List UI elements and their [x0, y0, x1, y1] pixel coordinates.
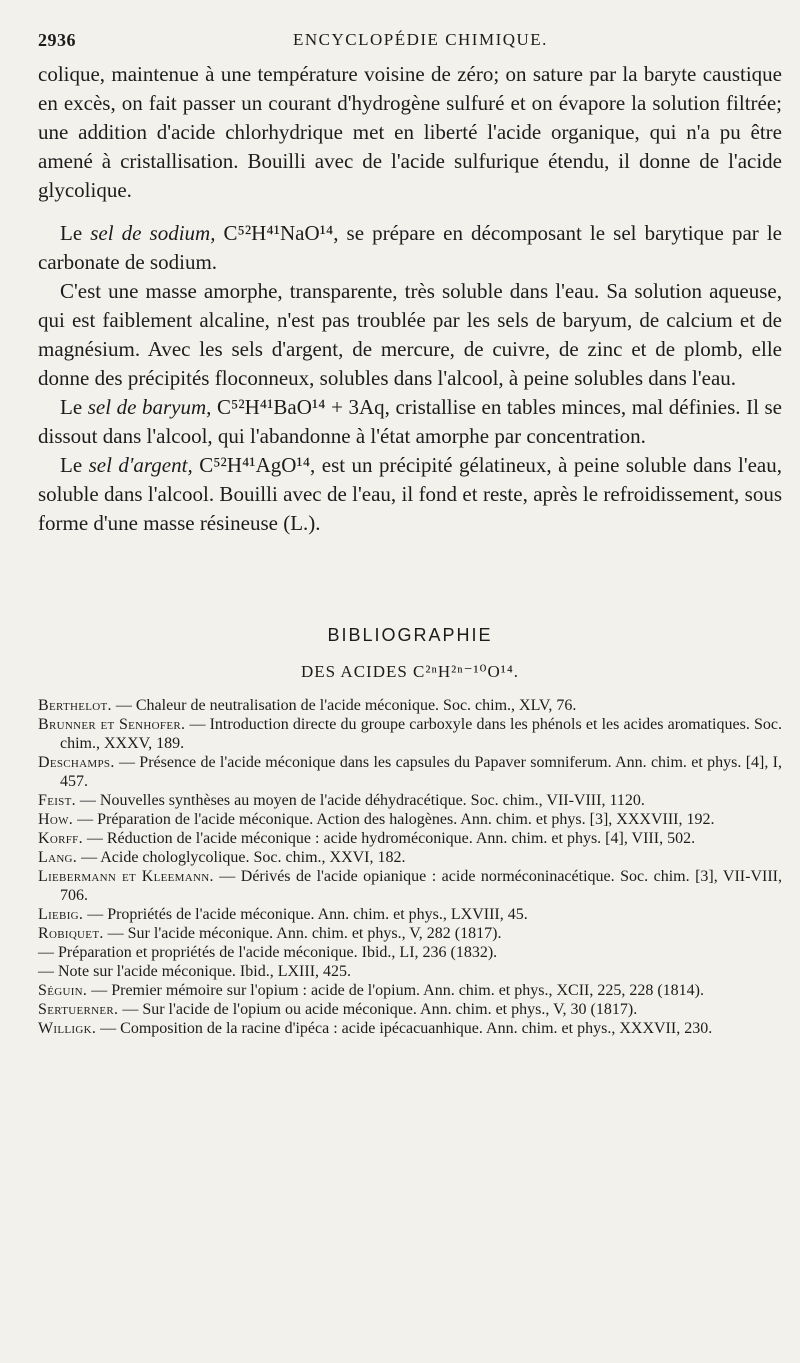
bibliography-title: BIBLIOGRAPHIE	[327, 625, 493, 645]
reference-entry: Berthelot. — Chaleur de neutralisation de l'acide méconique. Soc. chim., XLV, 76.	[38, 697, 577, 714]
paragraph: Le sel de baryum, C⁵²H⁴¹BaO¹⁴ + 3Aq, cristallise en tables minces, mal définies. Il se dissout dans l'alcool, qui l'abandonne à l'état amorphe par concentration.	[38, 395, 782, 448]
running-title: ENCYCLOPÉDIE CHIMIQUE.	[293, 30, 548, 49]
page-number: 2936	[38, 30, 76, 50]
term-italic: sel d'argent,	[88, 453, 193, 477]
bibliography-subtitle: DES ACIDES C²ⁿH²ⁿ⁻¹⁰O¹⁴.	[300, 662, 520, 681]
paragraph: Le sel d'argent, C⁵²H⁴¹AgO¹⁴, est un précipité gélatineux, à peine soluble dans l'eau, soluble dans l'alcool. Bouilli avec de l'eau, il fond et reste, après le refroidissement, sous forme d'une masse résineuse (L.).	[38, 453, 782, 535]
reference-entry: Lang. — Acide chologlycolique. Soc. chim., XXVI, 182.	[38, 849, 406, 866]
reference-entry: Liebermann et Kleemann. — Dérivés de l'acide opianique : acide norméconinacétique. Soc. chim. [3], VII-VIII, 706.	[38, 868, 782, 904]
page-header	[38, 30, 780, 54]
paragraph: colique, maintenue à une température voisine de zéro; on sature par la baryte caustique en excès, on fait passer un courant d'hydrogène sulfuré et on évapore la solution filtrée; une addition d'acide chlorhydrique met en liberté l'acide organique, qui n'a pu être amené à cristallisation. Bouilli avec de l'acide sulfurique étendu, il donne de l'acide glycolique.	[38, 62, 782, 202]
reference-entry: Willigk. — Composition de la racine d'ipéca : acide ipécacuanhique. Ann. chim. et phys., XXXVII, 230.	[38, 1020, 713, 1037]
reference-entry: Sertuerner. — Sur l'acide de l'opium ou acide méconique. Ann. chim. et phys., V, 30 (1817).	[38, 1001, 638, 1018]
paragraph: C'est une masse amorphe, transparente, très soluble dans l'eau. Sa solution aqueuse, qui est faiblement alcaline, n'est pas troublée par les sels de baryum, de calcium et de magnésium. Avec les sels d'argent, de mercure, de cuivre, de zinc et de plomb, elle donne des précipités floconneux, solubles dans l'alcool, à peine solubles dans l'eau.	[38, 279, 782, 390]
reference-entry: Séguin. — Premier mémoire sur l'opium : acide de l'opium. Ann. chim. et phys., XCII, 225, 228 (1814).	[38, 982, 704, 999]
reference-entry: — Préparation et propriétés de l'acide méconique. Ibid., LI, 236 (1832).	[38, 944, 498, 961]
reference-entry: Korff. — Réduction de l'acide méconique : acide hydroméconique. Ann. chim. et phys. [4], VIII, 502.	[38, 830, 696, 847]
bibliography	[38, 620, 782, 1038]
term-italic: sel de sodium,	[90, 221, 216, 245]
reference-entry: Robiquet. — Sur l'acide méconique. Ann. chim. et phys., V, 282 (1817).	[38, 925, 502, 942]
reference-entry: Feist. — Nouvelles synthèses au moyen de l'acide déhydracétique. Soc. chim., VII-VIII, 1120.	[38, 792, 645, 809]
reference-list	[38, 696, 782, 1038]
paragraph: Le sel de sodium, C⁵²H⁴¹NaO¹⁴, se prépare en décomposant le sel barytique par le carbonate de sodium.	[38, 221, 782, 274]
reference-entry: Brunner et Senhofer. — Introduction directe du groupe carboxyle dans les phénols et les acides aromatiques. Soc. chim., XXXV, 189.	[38, 716, 782, 752]
reference-entry: How. — Préparation de l'acide méconique. Action des halogènes. Ann. chim. et phys. [3], XXXVIII, 192.	[38, 811, 715, 828]
reference-entry: Liebig. — Propriétés de l'acide méconique. Ann. chim. et phys., LXVIII, 45.	[38, 906, 528, 923]
term-italic: sel de baryum,	[87, 395, 212, 419]
reference-entry: — Note sur l'acide méconique. Ibid., LXIII, 425.	[38, 963, 352, 980]
reference-entry: Deschamps. — Présence de l'acide méconique dans les capsules du Papaver somniferum. Ann. chim. et phys. [4], I, 457.	[38, 754, 782, 790]
body-text	[38, 60, 782, 538]
